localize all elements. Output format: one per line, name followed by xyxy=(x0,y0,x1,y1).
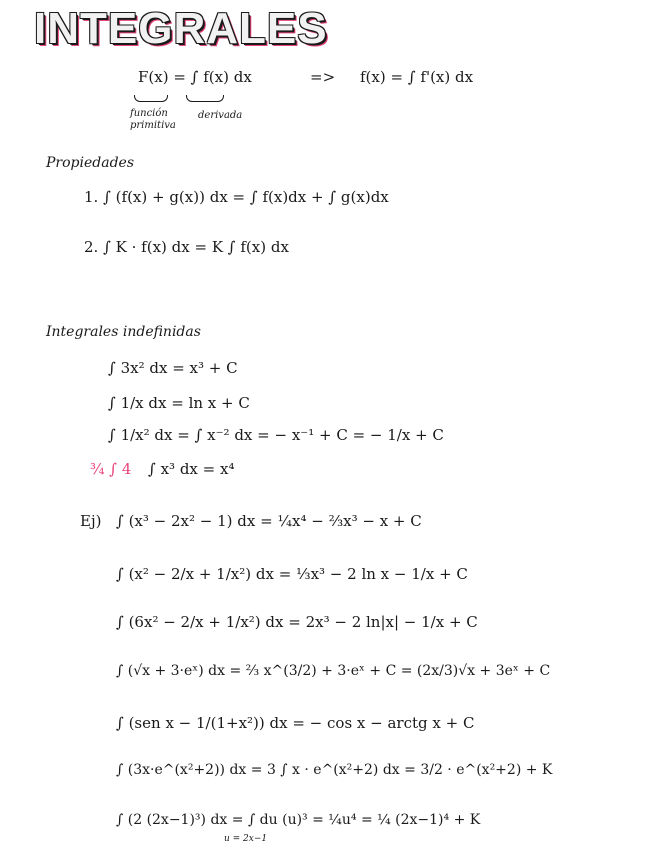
example-row: ∫ (6x² − 2/x + 1/x²) dx = 2x³ − 2 ln|x| − 1/x + C xyxy=(116,613,478,631)
note-derivative: derivada xyxy=(198,110,243,121)
definition-rhs: f(x) = ∫ f'(x) dx xyxy=(360,68,474,86)
example-row: ∫ (2 (2x−1)³) dx = ∫ du (u)³ = ¼u⁴ = ¼ (2x−1)⁴ + K xyxy=(116,812,481,828)
property-1: 1. ∫ (f(x) + g(x)) dx = ∫ f(x)dx + ∫ g(x)dx xyxy=(84,188,389,206)
property-2: 2. ∫ K · f(x) dx = K ∫ f(x) dx xyxy=(84,238,289,256)
brace-primitive xyxy=(134,95,168,102)
example-row: ∫ (x² − 2/x + 1/x²) dx = ⅓x³ − 2 ln x − 1/x + C xyxy=(116,565,468,583)
brace-derivative xyxy=(186,95,224,102)
example-row: ∫ (sen x − 1/(1+x²)) dx = − cos x − arctg x + C xyxy=(116,714,475,732)
indefinite-row: ∫ 3x² dx = x³ + C xyxy=(108,359,238,377)
note-primitive: función primitiva xyxy=(130,108,176,131)
indefinite-heading: Integrales indefinidas xyxy=(46,324,201,340)
definition-lhs: F(x) = ∫ f(x) dx xyxy=(138,68,252,86)
indefinite-row: ∫ x³ dx = x⁴ xyxy=(148,460,235,478)
properties-heading: Propiedades xyxy=(46,155,135,171)
substitution-note: u = 2x−1 xyxy=(224,834,268,844)
page-title: INTEGRALES xyxy=(34,4,328,53)
example-row: ∫ (x³ − 2x² − 1) dx = ¼x⁴ − ⅔x³ − x + C xyxy=(116,512,422,530)
indefinite-row: ∫ 1/x dx = ln x + C xyxy=(108,394,250,412)
example-row: ∫ (√x + 3·eˣ) dx = ⅔ x^(3/2) + 3·eˣ + C = (2x/3)√x + 3eˣ + C xyxy=(116,663,551,679)
definition-arrow: => xyxy=(310,68,336,86)
example-row: ∫ (3x·e^(x²+2)) dx = 3 ∫ x · e^(x²+2) dx = 3/2 · e^(x²+2) + K xyxy=(116,762,553,778)
indefinite-row: ∫ 1/x² dx = ∫ x⁻² dx = − x⁻¹ + C = − 1/x + C xyxy=(108,426,444,444)
pink-prefix: ¾ ∫ 4 xyxy=(90,460,132,478)
examples-label: Ej) xyxy=(80,512,102,530)
